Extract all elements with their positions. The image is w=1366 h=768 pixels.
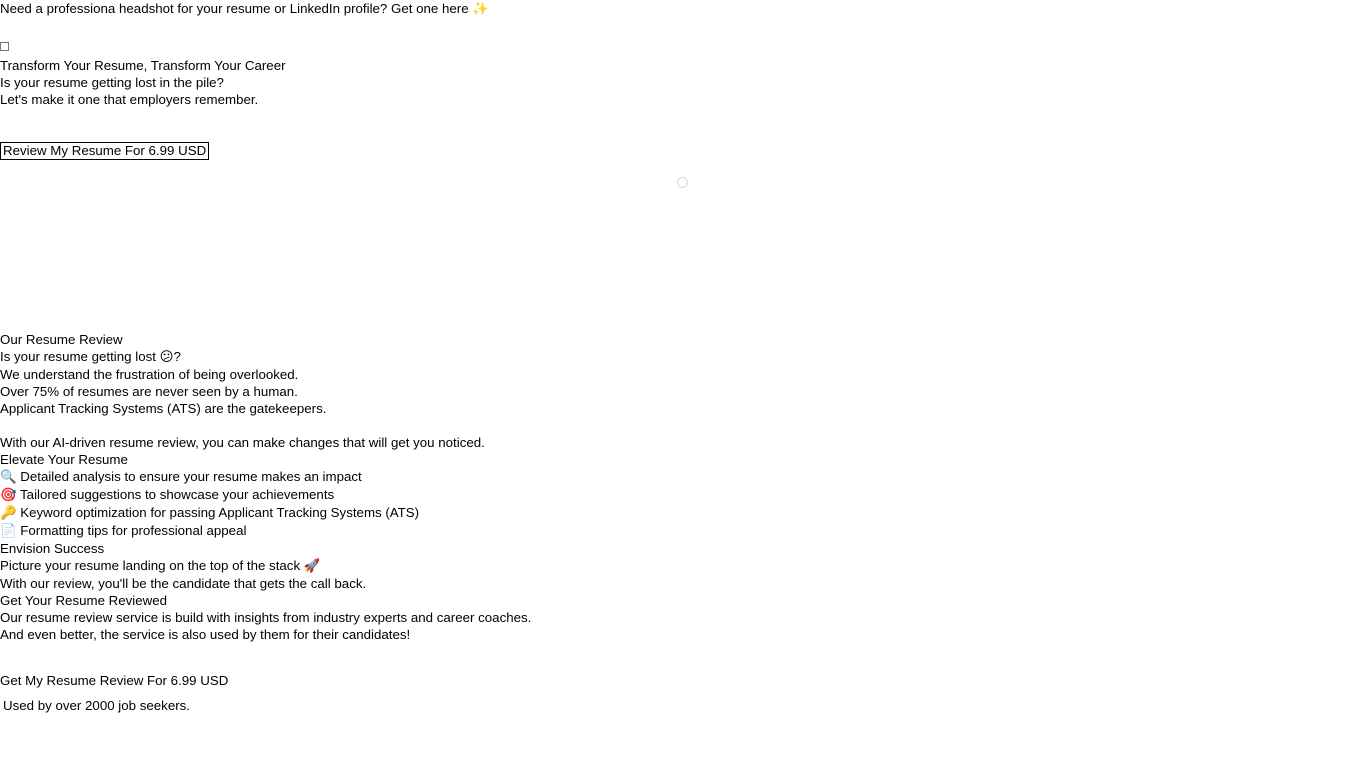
- social-proof-note: Used by over 2000 job seekers.: [3, 698, 191, 713]
- sparkles-icon: ✨: [472, 2, 489, 17]
- magnifier-icon: 🔍: [0, 470, 17, 485]
- confused-face-icon: 😕: [159, 350, 174, 365]
- hero-subheading-1: Is your resume getting lost in the pile?: [0, 75, 224, 90]
- ats-line: Applicant Tracking Systems (ATS) are the gatekeepers.: [0, 401, 327, 416]
- stat-line: Over 75% of resumes are never seen by a human.: [0, 384, 298, 399]
- promo-banner[interactable]: [0, 0, 489, 18]
- reviewed-line-2: And even better, the service is also used by them for their candidates!: [0, 627, 411, 642]
- feature-text: Detailed analysis to ensure your resume makes an impact: [20, 469, 362, 484]
- reviewed-line-1: Our resume review service is build with insights from industry experts and career coaches.: [0, 610, 532, 625]
- section-title: Our Resume Review: [0, 332, 123, 347]
- review-resume-button[interactable]: Review My Resume For 6.99 USD: [0, 142, 209, 160]
- get-resume-review-button[interactable]: Get My Resume Review For 6.99 USD: [0, 673, 229, 688]
- list-item: [0, 504, 900, 522]
- feature-text: Tailored suggestions to showcase your achievements: [20, 487, 335, 502]
- hero-section: [0, 57, 700, 108]
- rocket-icon: 🚀: [303, 559, 321, 574]
- list-item: [0, 486, 900, 504]
- feature-text: Formatting tips for professional appeal: [20, 523, 247, 538]
- hero-subheading-2: Let's make it one that employers remember.: [0, 92, 259, 107]
- list-item: [0, 468, 900, 486]
- spinner-icon: [677, 177, 688, 188]
- elevate-title: Elevate Your Resume: [0, 452, 128, 467]
- spacer-line: [0, 417, 900, 434]
- target-icon: 🎯: [0, 488, 17, 503]
- envision-line: [0, 557, 900, 575]
- promo-banner-text: Need a professiona headshot for your resume or LinkedIn profile? Get one here: [0, 1, 469, 16]
- hero-heading: Transform Your Resume, Transform Your Career: [0, 58, 286, 73]
- envision-sub: With our review, you'll be the candidate that gets the call back.: [0, 576, 367, 591]
- lost-line: [0, 348, 900, 366]
- envision-title: Envision Success: [0, 541, 105, 556]
- ai-line: With our AI-driven resume review, you can make changes that will get you noticed.: [0, 435, 485, 450]
- document-icon: 📄: [0, 524, 17, 539]
- list-item: [0, 522, 900, 540]
- key-icon: 🔑: [0, 506, 17, 521]
- feature-text: Keyword optimization for passing Applicant Tracking Systems (ATS): [20, 505, 420, 520]
- lost-line-suffix: ?: [173, 349, 181, 364]
- frustration-line: We understand the frustration of being overlooked.: [0, 367, 299, 382]
- reviewed-title: Get Your Resume Reviewed: [0, 593, 168, 608]
- content-section: [0, 331, 900, 643]
- checkbox-stub[interactable]: [0, 42, 9, 51]
- envision-text: Picture your resume landing on the top of the stack: [0, 558, 301, 573]
- footer-cta[interactable]: [0, 672, 600, 689]
- lost-line-text: Is your resume getting lost: [0, 349, 156, 364]
